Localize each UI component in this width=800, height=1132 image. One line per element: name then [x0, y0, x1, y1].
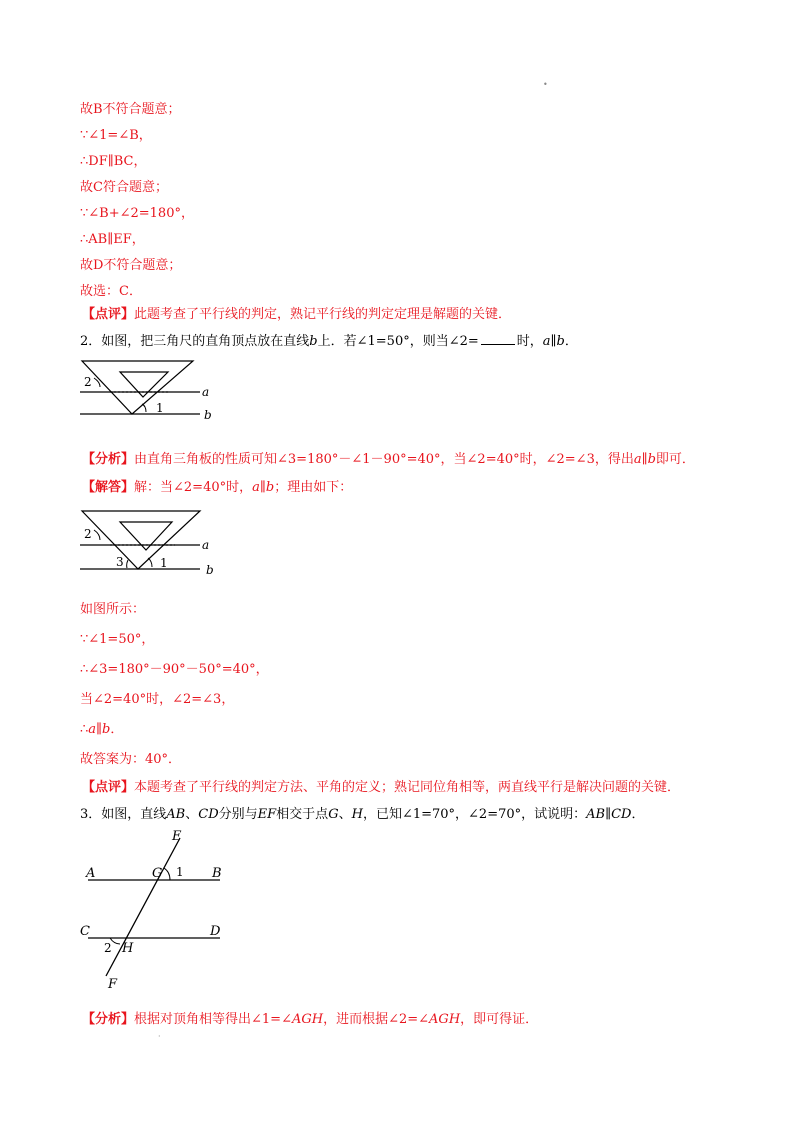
answer-text: 解：当∠2=40°时， [134, 480, 253, 495]
angle-arc-2 [94, 530, 100, 540]
question-text: ． [631, 807, 645, 822]
label-c: C [80, 924, 90, 939]
text-line: ∴AB∥EF， [80, 232, 145, 247]
label-b: B [212, 866, 222, 881]
text-line: 故D不符合题意； [80, 258, 182, 273]
var-agh: AGH [429, 1012, 461, 1027]
label-g: G [152, 866, 163, 881]
text-line: 故B不符合题意； [80, 102, 181, 117]
outer-triangle [82, 361, 193, 414]
label-3: 3 [116, 555, 124, 569]
question-text: 如图，直线 [101, 807, 167, 822]
question-text: 上．若∠1=50°，则当∠2= [317, 334, 479, 349]
label-h: H [122, 941, 134, 956]
question-text: 、 [338, 807, 352, 822]
solution-text: ∴ [80, 722, 89, 737]
page-mark: · [158, 1032, 161, 1041]
comment-text: 本题考查了平行线的判定方法、平角的定义；熟记同位角相等，两直线平行是解决问题的关键． [134, 780, 681, 795]
label-b: b [204, 408, 212, 422]
label-1: 1 [160, 556, 168, 570]
var-ab: AB [166, 807, 186, 822]
solution-line [80, 721, 123, 739]
answer-text: ；理由如下： [274, 480, 353, 495]
var-ef: EF [257, 807, 277, 822]
label-e: E [172, 829, 182, 844]
inner-triangle [120, 522, 172, 550]
answer-q2 [82, 479, 352, 497]
label-1: 1 [156, 401, 164, 415]
label-2: 2 [84, 375, 92, 389]
analysis-tag: 【分析】 [82, 1012, 135, 1027]
text-line: ∵∠1=∠B， [80, 128, 152, 143]
label-2: 2 [84, 527, 92, 541]
question-text: ，已知∠1=70°，∠2=70°，试说明： [362, 807, 587, 822]
line-ef [106, 838, 180, 976]
figure-q2 [80, 352, 230, 432]
comment-line [82, 779, 680, 797]
analysis-q3 [82, 1011, 538, 1029]
analysis-text: 即可． [655, 452, 695, 467]
label-a: A [86, 866, 96, 881]
angle-arc-3 [127, 560, 128, 568]
page-mark: • [543, 80, 548, 89]
label-d: D [210, 924, 221, 939]
parallel-expr: a∥b [542, 334, 565, 349]
question-text: 分别与 [218, 807, 258, 822]
label-b: b [206, 563, 214, 577]
analysis-text: 由直角三角板的性质可知∠3=180°－∠1－90°=40°，当∠2=40°时，∠2=∠3，得出 [134, 452, 634, 467]
analysis-text: ，即可得证． [460, 1012, 539, 1027]
analysis-tag: 【分析】 [82, 452, 135, 467]
text-line: ∵∠B+∠2=180°， [80, 206, 194, 221]
figure-q2-answer [80, 500, 230, 580]
analysis-text: 根据对顶角相等得出∠1=∠ [134, 1012, 292, 1027]
comment-tag: 【点评】 [82, 780, 135, 795]
var-cd: CD [198, 807, 219, 822]
solution-line: ∵∠1=50°， [80, 632, 155, 647]
question-text: 、 [185, 807, 199, 822]
parallel-expr: a∥b [88, 722, 111, 737]
comment-text: 此题考查了平行线的判定，熟记平行线的判定定理是解题的关键． [134, 307, 512, 322]
label-a: a [202, 385, 210, 399]
var-g: G [328, 807, 339, 822]
solution-line: ∴∠3=180°－90°－50°=40°， [80, 662, 269, 677]
question-2 [80, 332, 578, 351]
label-a: a [202, 538, 210, 552]
solution-line: 故答案为：40°． [80, 752, 182, 767]
answer-tag: 【解答】 [82, 480, 135, 495]
label-f: F [108, 977, 118, 992]
comment-tag: 【点评】 [82, 307, 135, 322]
question-text: ． [564, 334, 578, 349]
parallel-expr: a∥b [252, 480, 275, 495]
figure-q3 [80, 826, 240, 996]
parallel-expr: a∥b [633, 452, 656, 467]
inner-triangle [120, 372, 168, 397]
var-h: H [351, 807, 363, 822]
question-number: 2． [80, 334, 102, 349]
text-line: 故选：C． [80, 284, 142, 299]
question-text: 如图，把三角尺的直角顶点放在直线 [101, 334, 310, 349]
solution-text: ． [110, 722, 124, 737]
label-2: 2 [104, 941, 112, 955]
parallel-expr: AB∥CD [586, 807, 632, 822]
question-text: 相交于点 [276, 807, 329, 822]
analysis-q2 [82, 451, 695, 469]
question-number: 3． [80, 807, 102, 822]
answer-blank [481, 332, 515, 345]
analysis-text: ，进而根据∠2=∠ [323, 1012, 430, 1027]
var-b: b [309, 334, 318, 349]
solution-line: 如图所示： [80, 602, 146, 617]
question-3 [80, 806, 644, 824]
var-agh: AGH [291, 1012, 324, 1027]
question-text: 时， [516, 334, 543, 349]
text-line: ∴DF∥BC， [80, 154, 147, 169]
comment-line [82, 306, 511, 324]
angle-arc-1 [164, 868, 170, 880]
text-line: 故C符合题意； [80, 180, 168, 195]
label-1: 1 [176, 865, 184, 879]
solution-line: 当∠2=40°时，∠2=∠3， [80, 692, 235, 707]
